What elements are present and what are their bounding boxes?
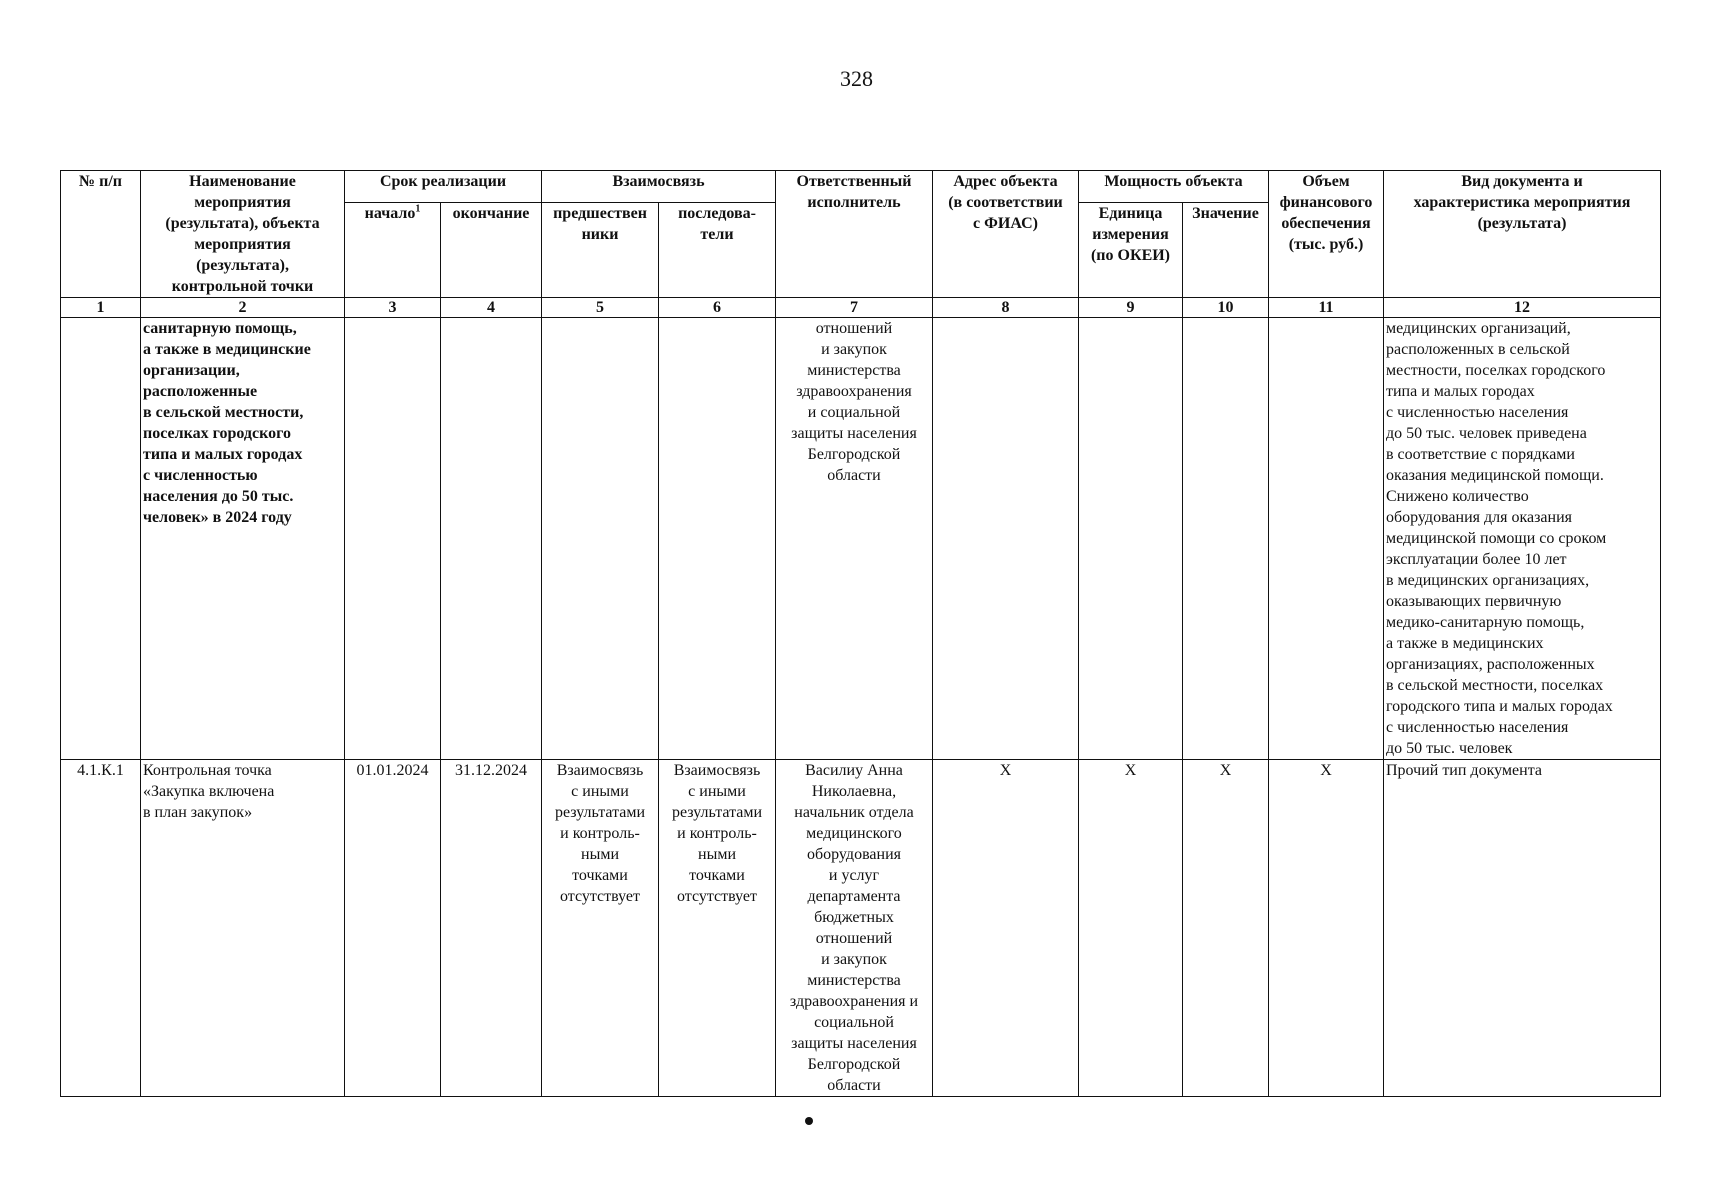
column-number: 9 (1079, 298, 1183, 318)
cell-responsible: Василиу Анна Николаевна, начальник отдела медицинского оборудования и услуг департамента бюджетных отношений и закупок министерства здравоохранения и социальной защиты населения Белгородской области (776, 760, 933, 1097)
table-row-control-point (61, 760, 1661, 1097)
scan-dot-mark (805, 1117, 813, 1125)
cell-finance (1269, 318, 1384, 760)
cell-end (441, 318, 542, 760)
cell-address (933, 318, 1079, 760)
header-value: Значение (1183, 203, 1269, 298)
column-number: 12 (1384, 298, 1661, 318)
column-number: 4 (441, 298, 542, 318)
header-unit: Единица измерения (по ОКЕИ) (1079, 203, 1183, 298)
column-number: 6 (659, 298, 776, 318)
header-end: окончание (441, 203, 542, 298)
cell-name: санитарную помощь, а также в медицинские организации, расположенные в сельской местности, поселках городского типа и малых городах с численностью населения до 50 тыс. человек» в 2024 году (141, 318, 345, 760)
header-start-label: начало (364, 205, 416, 223)
header-term-group: Срок реализации (345, 171, 542, 203)
cell-prev (542, 318, 659, 760)
header-prev: предшествен ники (542, 203, 659, 298)
column-number: 3 (345, 298, 441, 318)
header-start (345, 203, 441, 298)
column-number: 11 (1269, 298, 1384, 318)
header-doc: Вид документа и характеристика мероприятия (результата) (1384, 171, 1661, 298)
cell-num: 4.1.К.1 (61, 760, 141, 1097)
column-number: 7 (776, 298, 933, 318)
header-num: № п/п (61, 171, 141, 298)
cell-unit: X (1079, 760, 1183, 1097)
cell-next: Взаимосвязь с иными результатами и контроль- ными точками отсутствует (659, 760, 776, 1097)
column-number: 10 (1183, 298, 1269, 318)
cell-doc: медицинских организаций, расположенных в сельской местности, поселках городского типа и малых городах с численностью населения до 50 тыс. человек приведена в соответствие с порядками оказания медицинской помощи. Снижено количество оборудования для оказания медицинской помощи со сроком эксплуатации более 10 лет в медицинских организациях, оказывающих первичную медико-санитарную помощь, а также в медицинских организациях, расположенных в сельской местности, поселках городского типа и малых городах с численностью населения до 50 тыс. человек (1384, 318, 1661, 760)
cell-address: X (933, 760, 1079, 1097)
header-link-group: Взаимосвязь (542, 171, 776, 203)
header-responsible: Ответственный исполнитель (776, 171, 933, 298)
cell-unit (1079, 318, 1183, 760)
measures-table (60, 170, 1661, 1097)
cell-doc: Прочий тип документа (1384, 760, 1661, 1097)
column-numbers-row (61, 298, 1661, 318)
page-number: 328 (840, 66, 873, 91)
cell-start: 01.01.2024 (345, 760, 441, 1097)
header-next: последова- тели (659, 203, 776, 298)
cell-prev: Взаимосвязь с иными результатами и контроль- ными точками отсутствует (542, 760, 659, 1097)
cell-next (659, 318, 776, 760)
cell-start (345, 318, 441, 760)
header-finance: Объем финансового обеспечения (тыс. руб.) (1269, 171, 1384, 298)
cell-num (61, 318, 141, 760)
header-name: Наименование мероприятия (результата), объекта мероприятия (результата), контрольной точки (141, 171, 345, 298)
header-address: Адрес объекта (в соответствии с ФИАС) (933, 171, 1079, 298)
cell-end: 31.12.2024 (441, 760, 542, 1097)
cell-value: X (1183, 760, 1269, 1097)
column-number: 8 (933, 298, 1079, 318)
cell-name: Контрольная точка «Закупка включена в план закупок» (141, 760, 345, 1097)
cell-finance: X (1269, 760, 1384, 1097)
table-row-continuation (61, 318, 1661, 760)
header-row-1 (61, 171, 1661, 203)
header-start-footnote: 1 (415, 204, 421, 216)
column-number: 5 (542, 298, 659, 318)
column-number: 2 (141, 298, 345, 318)
header-power-group: Мощность объекта (1079, 171, 1269, 203)
column-number: 1 (61, 298, 141, 318)
cell-responsible: отношений и закупок министерства здравоохранения и социальной защиты населения Белгородской области (776, 318, 933, 760)
cell-value (1183, 318, 1269, 760)
